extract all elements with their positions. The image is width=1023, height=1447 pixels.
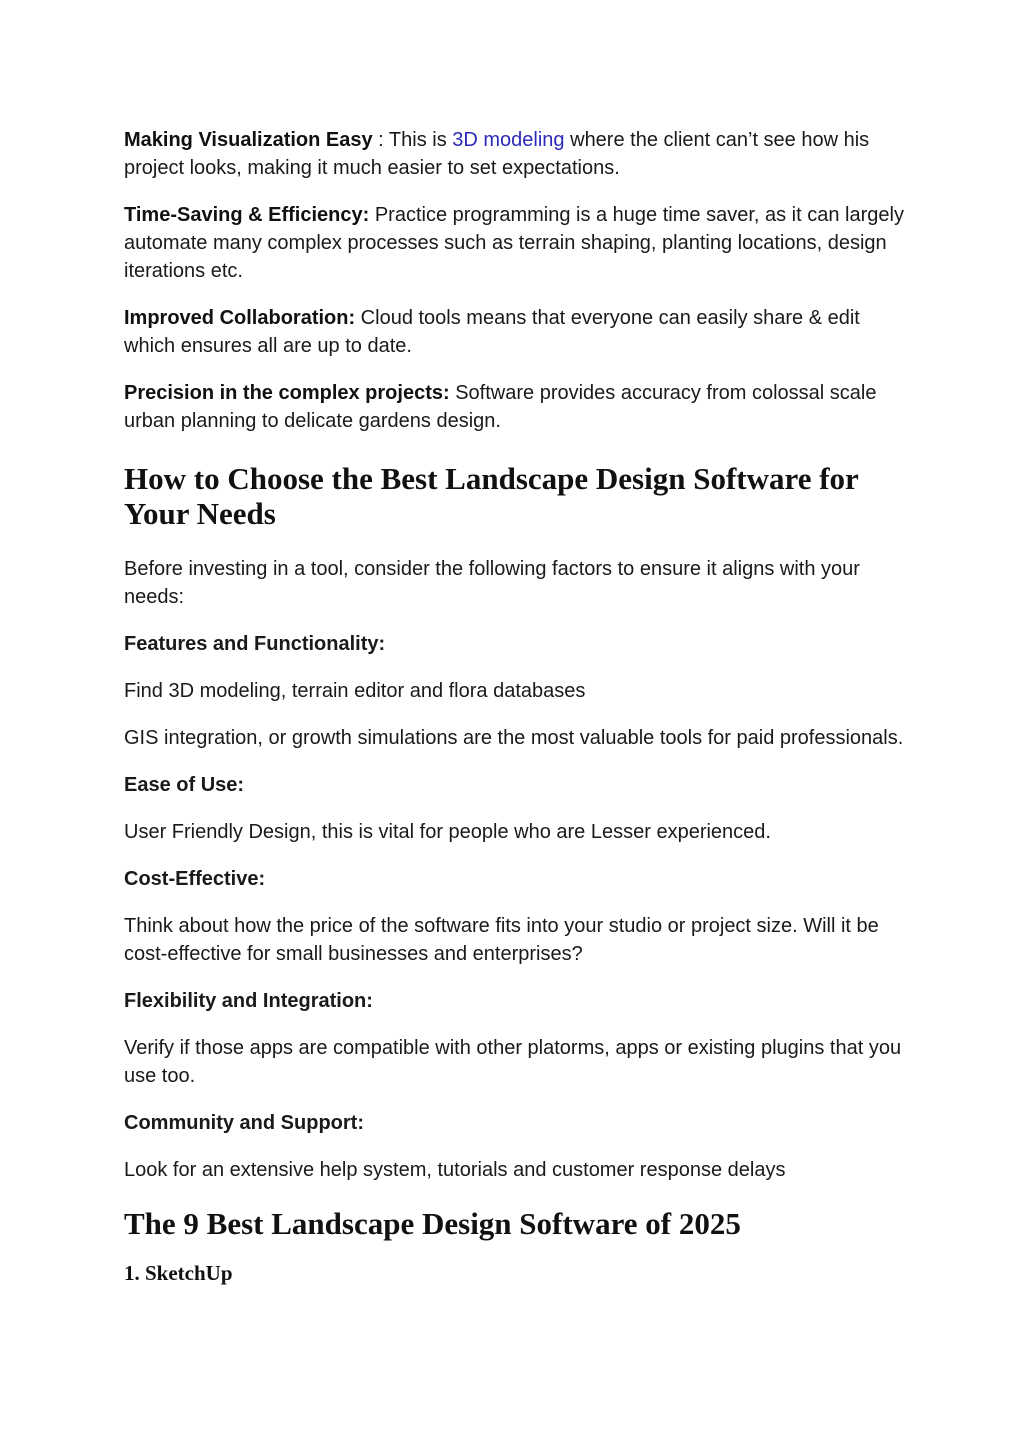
benefit-precision: Precision in the complex projects: Software provides accuracy from colossal scale urban planning to delicate gardens design. <box>124 382 877 432</box>
features-heading: Features and Functionality: <box>124 633 386 655</box>
benefit-collaboration: Improved Collaboration: Cloud tools means that everyone can easily share & edit which ensures all are up to date. <box>124 307 860 357</box>
choose-heading: How to Choose the Best Landscape Design Software for Your Needs <box>124 461 859 531</box>
flexibility-heading: Flexibility and Integration: <box>124 990 373 1012</box>
features-paragraph-2: GIS integration, or growth simulations are the most valuable tools for paid professionals. <box>124 727 904 749</box>
ease-heading: Ease of Use: <box>124 774 245 796</box>
benefit-time-saving: Time-Saving & Efficiency: Practice programming is a huge time saver, as it can largely automate many complex processes such as terrain shaping, planting locations, design iterations etc. <box>124 204 904 282</box>
software-item-sketchup: 1. SketchUp <box>124 1261 233 1285</box>
best-software-heading: The 9 Best Landscape Design Software of 2025 <box>124 1206 741 1241</box>
choose-intro: Before investing in a tool, consider the following factors to ensure it aligns with your needs: <box>124 558 860 608</box>
benefit-label: Precision in the complex projects: <box>124 382 450 404</box>
cost-paragraph: Think about how the price of the software fits into your studio or project size. Will it be cost-effective for small businesses and enterprises? <box>124 915 879 965</box>
3d-modeling-link[interactable]: 3D modeling <box>452 129 565 151</box>
cost-heading: Cost-Effective: <box>124 868 266 890</box>
features-paragraph-1: Find 3D modeling, terrain editor and flora databases <box>124 680 586 702</box>
benefit-label: Making Visualization Easy <box>124 129 373 151</box>
benefit-label: Time-Saving & Efficiency: <box>124 204 370 226</box>
benefit-visualization: Making Visualization Easy : This is 3D modeling where the client can’t see how his project looks, making it much easier to set expectations. <box>124 129 870 179</box>
community-paragraph: Look for an extensive help system, tutorials and customer response delays <box>124 1159 786 1181</box>
document-page <box>124 124 914 1287</box>
benefit-label: Improved Collaboration: <box>124 307 356 329</box>
ease-paragraph: User Friendly Design, this is vital for people who are Lesser experienced. <box>124 821 771 843</box>
flexibility-paragraph: Verify if those apps are compatible with other platorms, apps or existing plugins that you use too. <box>124 1037 902 1087</box>
community-heading: Community and Support: <box>124 1112 364 1134</box>
